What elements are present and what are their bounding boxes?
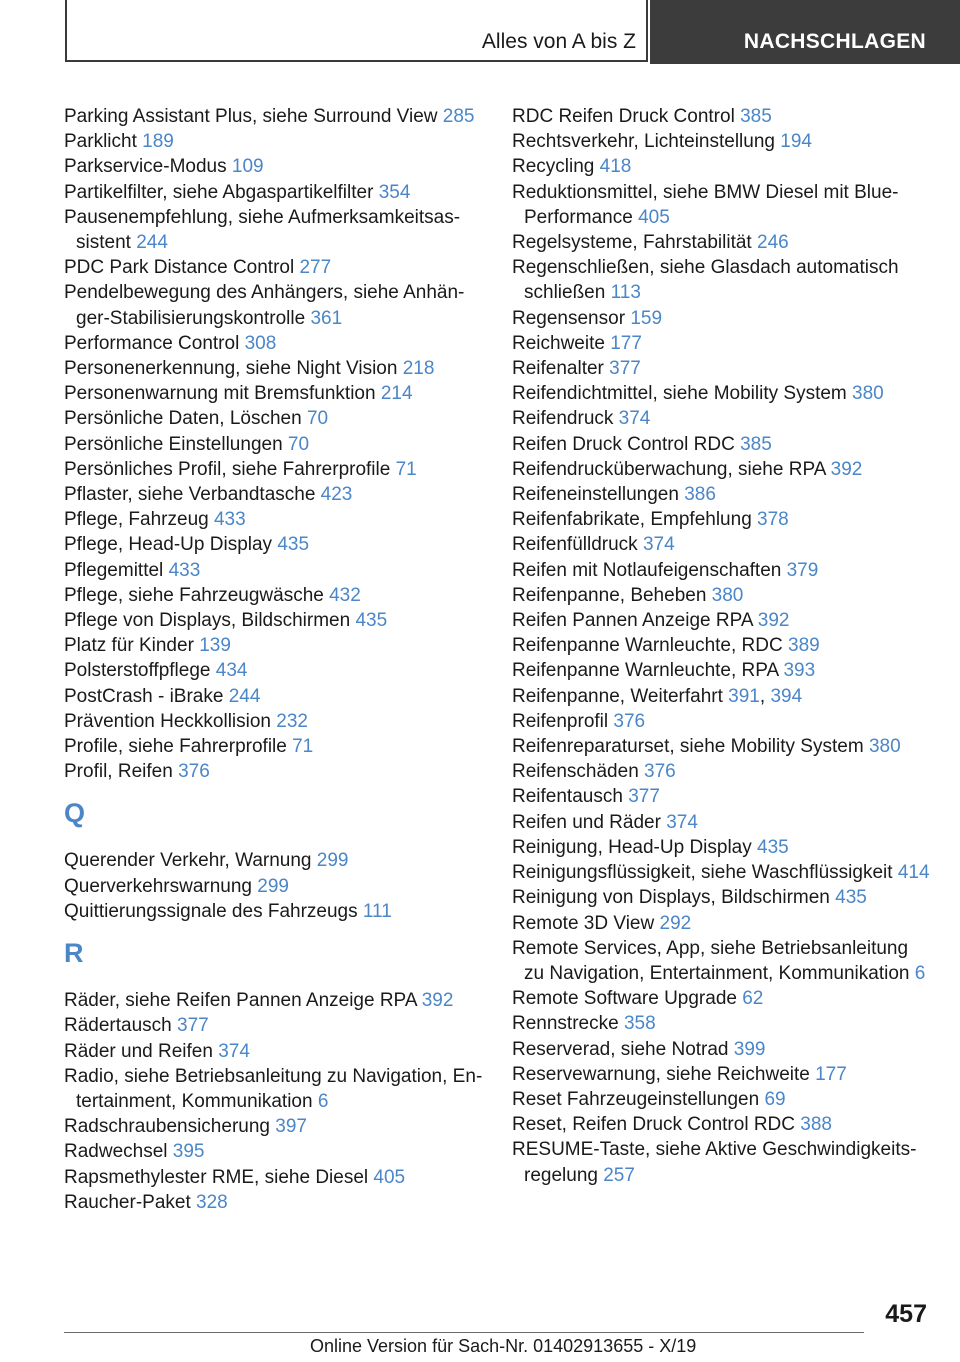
page-link[interactable]: 432 (329, 584, 361, 606)
index-entry (64, 129, 484, 154)
index-term: Regenschließen, siehe Glasdach automatisch schließen (512, 257, 899, 304)
index-entry (512, 911, 932, 936)
page-link[interactable]: 389 (788, 635, 820, 657)
index-term: Radwechsel (64, 1141, 168, 1163)
page-link[interactable]: 285 (442, 106, 475, 127)
index-term: Radio, siehe Betriebsanleitung zu Navigation, Entertainment, Kommunikation (64, 1065, 483, 1112)
index-term: Pflaster, siehe Verbandtasche (64, 484, 316, 506)
index-term: Reserverad, siehe Notrad (512, 1038, 729, 1060)
page-link[interactable]: 379 (786, 559, 819, 581)
page-link[interactable]: 393 (783, 660, 816, 682)
index-entry (512, 381, 932, 406)
index-term: Radschraubensicherung (64, 1116, 270, 1138)
index-term: Pflege, Head-Up Display (64, 534, 273, 556)
index-term: Recycling (512, 156, 595, 178)
page-link[interactable]: 214 (380, 383, 413, 405)
index-term: Pflege, Fahrzeug (64, 509, 209, 531)
page-link[interactable]: 232 (276, 710, 308, 732)
index-entry (64, 848, 484, 873)
index-entry (64, 255, 484, 280)
page-link[interactable]: 328 (196, 1191, 228, 1213)
index-term: Regelsysteme, Fahrstabilität (512, 232, 752, 254)
page-link[interactable]: 71 (395, 458, 417, 480)
page-link[interactable]: 380 (711, 584, 744, 606)
index-letter-heading: Q (64, 798, 86, 829)
index-entry (512, 482, 932, 507)
page-number: 457 (885, 1300, 927, 1328)
index-term: Reset, Reifen Druck Control RDC (512, 1114, 795, 1136)
index-term: RDC Reifen Druck Control (512, 106, 735, 127)
index-term: Reichweite (512, 332, 605, 354)
index-entry (64, 356, 484, 381)
index-entry (512, 1037, 932, 1062)
index-term: Reifen und Räder (512, 811, 661, 833)
page-link[interactable]: 385 (740, 433, 772, 455)
page-link[interactable]: 405 (638, 206, 670, 228)
page-link[interactable]: 392 (757, 610, 790, 632)
index-entry (512, 255, 932, 305)
index-term: Reifenpanne Warnleuchte, RDC (512, 635, 783, 657)
index-term: Persönliche Einstellungen (64, 433, 283, 455)
page-link[interactable]: 139 (199, 635, 231, 657)
index-term: Reinigung, Head-Up Display (512, 836, 752, 858)
index-entry (512, 936, 932, 986)
index-term: Pausenempfehlung, siehe Aufmerksamkeitsassistent (64, 206, 461, 254)
index-term: Reduktionsmittel, siehe BMW Diesel mit BluePerformance (512, 181, 899, 228)
page-link[interactable]: 405 (373, 1166, 406, 1188)
page-link[interactable]: 435 (277, 534, 310, 556)
index-entry (64, 180, 484, 205)
index-entry (512, 759, 932, 784)
index-column-left (64, 104, 484, 1215)
index-term: Reifentausch (512, 786, 623, 808)
index-term: Querender Verkehr, Warnung (64, 850, 312, 872)
index-entry (512, 885, 932, 910)
index-term: Parklicht (64, 131, 137, 153)
index-entry (512, 658, 932, 683)
index-entry (64, 381, 484, 406)
index-term: Reifenalter (512, 358, 604, 380)
index-entry (512, 154, 932, 179)
index-term: Reifenreparaturset, siehe Mobility System (512, 736, 864, 758)
page-link[interactable]: 395 (172, 1141, 205, 1163)
index-entry (64, 684, 484, 709)
index-entry (512, 356, 932, 381)
page-link[interactable]: 434 (215, 660, 248, 682)
index-entry (512, 432, 932, 457)
index-entry (64, 154, 484, 179)
page-link[interactable]: 6 (914, 962, 926, 984)
index-entry (512, 810, 932, 835)
index-term: Reifendrucküberwachung, siehe RPA (512, 458, 826, 480)
page-link[interactable]: 376 (644, 761, 676, 783)
index-term: PostCrash - iBrake (64, 685, 224, 707)
index-term: Reifendruck (512, 408, 614, 430)
index-entry (512, 507, 932, 532)
page-link[interactable]: 376 (178, 761, 210, 783)
page-link[interactable]: 391 (728, 685, 760, 707)
index-entry (512, 1011, 932, 1036)
index-term: Reifenschäden (512, 761, 639, 783)
index-entry (512, 104, 932, 129)
index-entry (512, 331, 932, 356)
index-term: Reifeneinstellungen (512, 484, 679, 506)
page-header (0, 0, 960, 66)
index-term: Persönliches Profil, siehe Fahrerprofile (64, 458, 391, 480)
index-entry (64, 734, 484, 759)
page-link[interactable]: 159 (630, 307, 663, 329)
index-entry (512, 457, 932, 482)
page-link[interactable]: 377 (628, 786, 660, 808)
index-entry (64, 658, 484, 683)
page-link[interactable]: 71 (292, 736, 314, 758)
page-link[interactable]: 378 (757, 509, 789, 531)
index-entry (64, 1114, 484, 1139)
page-link[interactable]: 380 (868, 736, 901, 758)
index-entry (512, 1137, 932, 1187)
page-link[interactable]: 62 (742, 988, 764, 1010)
page-link[interactable]: 244 (136, 232, 168, 254)
index-entry: Reifenpanne, Weiterfahrt 391, 394 (512, 685, 803, 707)
index-entry (64, 482, 484, 507)
page-link[interactable]: 392 (421, 990, 454, 1012)
index-term: Reset Fahrzeugeinstellungen (512, 1088, 760, 1110)
page-link[interactable]: 374 (666, 811, 698, 833)
index-entry (64, 874, 484, 899)
index-entry (512, 180, 932, 230)
page-link[interactable]: 257 (603, 1164, 635, 1186)
index-term: Querverkehrswarnung (64, 875, 252, 897)
page-link[interactable]: 374 (642, 534, 675, 556)
index-term: Pflege, siehe Fahrzeugwäsche (64, 584, 324, 606)
index-term: Reifenfülldruck (512, 534, 638, 556)
page-link[interactable]: 374 (218, 1040, 250, 1062)
page-link[interactable]: 394 (770, 685, 803, 707)
index-term: Reifen Pannen Anzeige RPA (512, 610, 753, 632)
index-term: Quittierungssignale des Fahrzeugs (64, 900, 358, 922)
index-term: Prävention Heckkollision (64, 710, 271, 732)
index-term: Pendelbewegung des Anhängers, siehe Anhänger-Stabilisierungskontrolle (64, 282, 465, 329)
index-entry (512, 306, 932, 331)
page-link[interactable]: 388 (800, 1114, 832, 1136)
index-entry (64, 759, 484, 784)
page-link[interactable]: 418 (599, 156, 632, 178)
index-term: Räder und Reifen (64, 1040, 213, 1062)
index-entry (64, 1039, 484, 1064)
index-entry (64, 1064, 484, 1114)
index-term: Profil, Reifen (64, 761, 173, 783)
page-link[interactable]: 423 (320, 484, 353, 506)
index-entry (64, 608, 484, 633)
index-term: Rechtsverkehr, Lichteinstellung (512, 131, 775, 153)
index-term: Personenwarnung mit Bremsfunktion (64, 383, 376, 405)
page-link[interactable]: 111 (362, 900, 392, 922)
index-term: Reifenfabrikate, Empfehlung (512, 509, 752, 531)
index-entry (512, 860, 932, 885)
index-column-right (512, 104, 932, 1188)
index-term: Remote 3D View (512, 912, 655, 934)
index-term: Reifenpanne, Beheben (512, 584, 707, 606)
index-entry (64, 432, 484, 457)
page-link[interactable]: 435 (757, 836, 789, 858)
page-link[interactable]: 177 (610, 332, 642, 354)
index-entry (64, 899, 484, 924)
index-term: RESUME-Taste, siehe Aktive Geschwindigkeitsregelung (512, 1139, 917, 1186)
page-link[interactable]: 244 (228, 685, 261, 707)
page-link[interactable]: 380 (852, 383, 884, 405)
page-link[interactable]: 109 (231, 156, 264, 178)
page-link[interactable]: 397 (275, 1116, 307, 1138)
index-entry (64, 205, 484, 255)
page-link[interactable]: 433 (213, 509, 246, 531)
index-term: Remote Software Upgrade (512, 988, 737, 1010)
index-entry (64, 1165, 484, 1190)
index-entry (512, 633, 932, 658)
index-entry (64, 457, 484, 482)
page-link[interactable]: 385 (740, 106, 772, 127)
index-entry (512, 583, 932, 608)
index-entry (64, 1190, 484, 1215)
page-link[interactable]: 386 (684, 484, 716, 506)
chapter-tab (650, 0, 960, 64)
page-link[interactable]: 358 (623, 1013, 656, 1035)
index-term: Reinigungsflüssigkeit, siehe Waschflüssigkeit (512, 862, 893, 884)
page-link[interactable]: 177 (815, 1063, 847, 1085)
page-link[interactable]: 113 (610, 282, 641, 304)
index-entry (64, 1139, 484, 1164)
index-term: Parking Assistant Plus, siehe Surround View (64, 106, 438, 127)
index-term: Regensensor (512, 307, 626, 329)
index-term: Platz für Kinder (64, 635, 194, 657)
page-link[interactable]: 374 (618, 408, 651, 430)
page-link[interactable]: 308 (244, 332, 277, 354)
page-link[interactable]: 189 (142, 131, 174, 153)
page-link[interactable]: 361 (310, 307, 343, 329)
index-term: Raucher-Paket (64, 1191, 191, 1213)
page-link[interactable]: 299 (316, 850, 349, 872)
page-link[interactable]: 70 (287, 433, 310, 455)
index-entry (64, 507, 484, 532)
page-link[interactable]: 246 (757, 232, 789, 254)
index-term: Reifen Druck Control RDC (512, 433, 735, 455)
page-link[interactable]: 377 (609, 358, 641, 380)
index-term: Polsterstoffpflege (64, 660, 211, 682)
index-term: Reifen mit Notlaufeigenschaften (512, 559, 782, 581)
index-entry (64, 104, 484, 129)
index-term: Persönliche Daten, Löschen (64, 408, 302, 430)
page-link[interactable]: 435 (355, 610, 388, 632)
index-entry (64, 633, 484, 658)
page-link[interactable]: 354 (378, 181, 411, 203)
index-term: Reifenprofil (512, 710, 609, 732)
page-link[interactable]: 194 (780, 131, 812, 153)
page-link[interactable]: 376 (613, 710, 646, 732)
index-term: Rennstrecke (512, 1013, 619, 1035)
page-link[interactable]: 277 (299, 257, 332, 279)
page-link[interactable]: 292 (659, 912, 692, 934)
page-link[interactable]: 299 (257, 875, 289, 897)
index-letter-heading: R (64, 938, 84, 969)
index-entry (512, 1112, 932, 1137)
index-entry (512, 1062, 932, 1087)
chapter-label: NACHSCHLAGEN (743, 30, 926, 53)
online-version-note: Online Version für Sach-Nr. 01402913655 - X/19 (310, 1336, 697, 1356)
index-term: Reifenpanne Warnleuchte, RPA (512, 660, 779, 682)
index-term: Reifenpanne, Weiterfahrt (512, 685, 723, 707)
index-term: Remote Services, App, siehe Betriebsanleitung zu Navigation, Entertainment, Kommunikation (512, 937, 910, 984)
index-entry (512, 784, 932, 809)
index-entry (64, 1013, 484, 1038)
page-link[interactable]: 377 (177, 1015, 209, 1037)
index-term: Rädertausch (64, 1015, 172, 1037)
index-term: PDC Park Distance Control (64, 257, 295, 279)
page-link[interactable]: 399 (733, 1038, 766, 1060)
index-entry (64, 709, 484, 734)
index-term: Profile, siehe Fahrerprofile (64, 736, 287, 758)
index-entry (64, 988, 484, 1013)
index-term: Pflege von Displays, Bildschirmen (64, 610, 351, 632)
index-entry (512, 734, 932, 759)
index-entry (64, 583, 484, 608)
index-term: Performance Control (64, 332, 240, 354)
page-link[interactable]: 392 (830, 458, 863, 480)
index-term: Räder, siehe Reifen Pannen Anzeige RPA (64, 990, 417, 1012)
page-link[interactable]: 433 (168, 559, 201, 581)
index-entry (512, 406, 932, 431)
page-link[interactable]: 414 (897, 862, 930, 884)
index-entry (512, 532, 932, 557)
page-link[interactable]: 69 (764, 1088, 786, 1110)
index-term: Rapsmethylester RME, siehe Diesel (64, 1166, 369, 1188)
page-link[interactable]: 435 (835, 887, 867, 909)
index-entry (512, 709, 932, 734)
index-term: Partikelfilter, siehe Abgaspartikelfilter (64, 181, 374, 203)
index-entry (64, 558, 484, 583)
index-entry (512, 835, 932, 860)
index-entry (512, 558, 932, 583)
index-entry (512, 129, 932, 154)
section-title: Alles von A bis Z (481, 30, 636, 53)
index-entry (64, 331, 484, 356)
index-term: Pflegemittel (64, 559, 164, 581)
index-term: Reinigung von Displays, Bildschirmen (512, 887, 830, 909)
footer-divider (64, 1332, 864, 1333)
index-entry (64, 280, 484, 330)
page-link[interactable]: 218 (402, 358, 435, 380)
page-link[interactable]: 6 (317, 1090, 329, 1112)
index-entry (512, 986, 932, 1011)
page-link[interactable]: 70 (306, 408, 329, 430)
index-term: Reifendichtmittel, siehe Mobility System (512, 383, 847, 405)
index-entry (512, 1087, 932, 1112)
index-entry (64, 532, 484, 557)
index-term: Personenerkennung, siehe Night Vision (64, 358, 398, 380)
index-term: Parkservice-Modus (64, 156, 227, 178)
index-term: Reservewarnung, siehe Reichweite (512, 1063, 810, 1085)
index-entry (512, 608, 932, 633)
index-entry (512, 230, 932, 255)
index-entry (64, 406, 484, 431)
